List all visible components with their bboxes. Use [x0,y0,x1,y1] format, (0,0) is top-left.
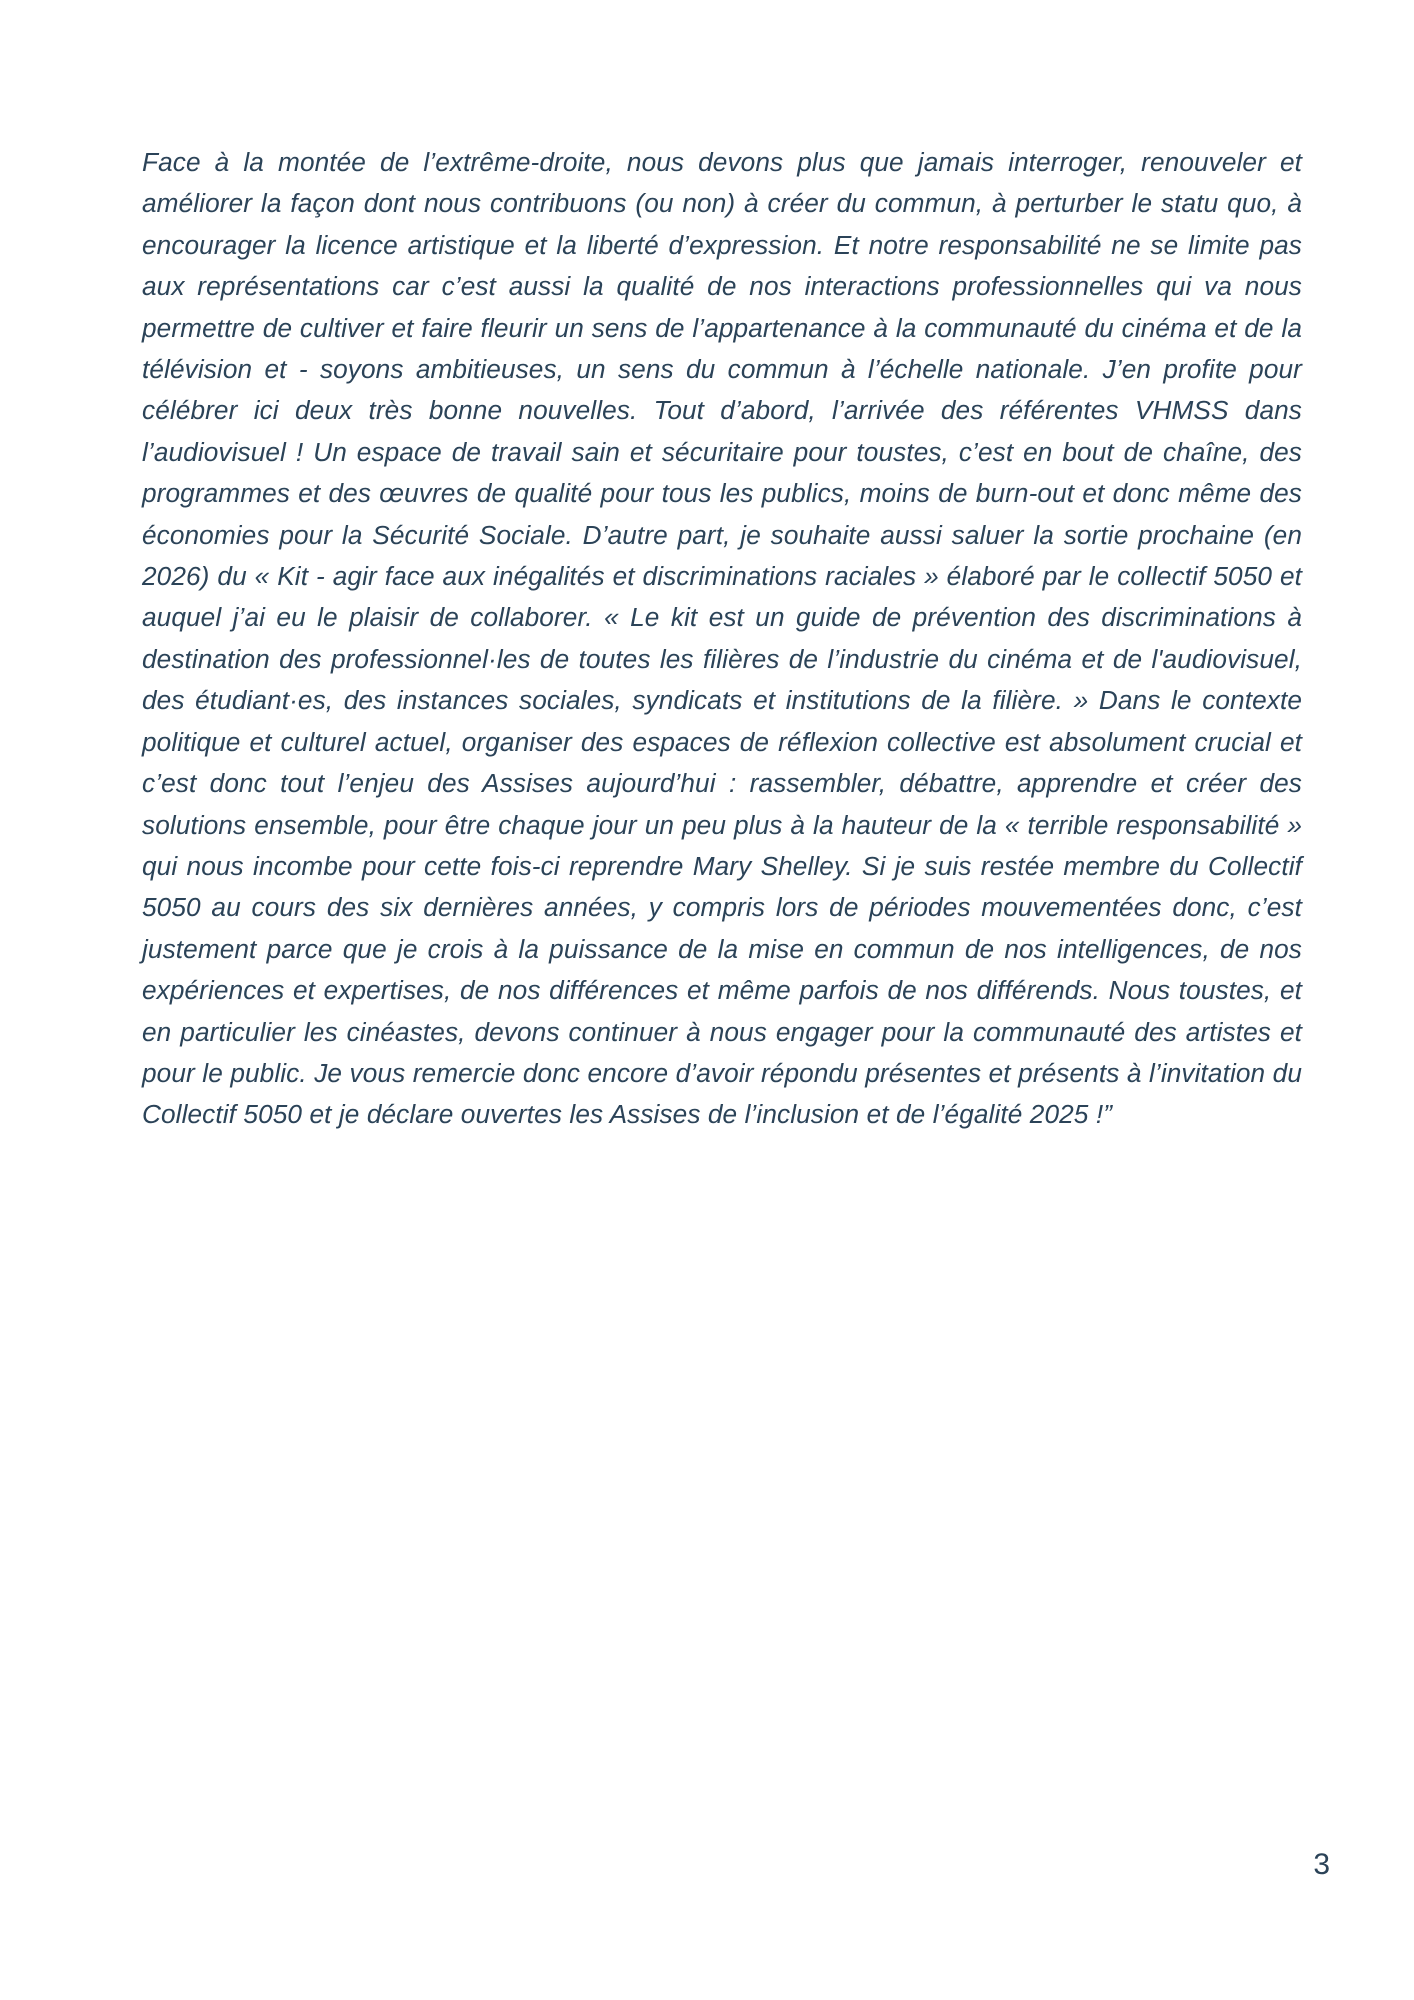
page-number: 3 [1313,1848,1330,1881]
body-paragraph: Face à la montée de l’extrême-droite, nous devons plus que jamais interroger, renouveler et améliorer la façon dont nous contribuons (ou non) à créer du commun, à perturber le statu quo, à encourager la licence artistique et la liberté d’expression. Et notre responsabilité ne se limite pas aux représentations car c’est aussi la qualité de nos interactions professionnelles qui va nous permettre de cultiver et faire fleurir un sens de l’appartenance à la communauté du cinéma et de la télévision et - soyons ambitieuses, un sens du commun à l’échelle nationale. J’en profite pour célébrer ici deux très bonne nouvelles. Tout d’abord, l’arrivée des référentes VHMSS dans l’audiovisuel ! Un espace de travail sain et sécuritaire pour toustes, c’est en bout de chaîne, des programmes et des œuvres de qualité pour tous les publics, moins de burn-out et donc même des économies pour la Sécurité Sociale. D’autre part, je souhaite aussi saluer la sortie prochaine (en 2026) du « Kit - agir face aux inégalités et discriminations raciales » élaboré par le collectif 5050 et auquel j’ai eu le plaisir de collaborer. « Le kit est un guide de prévention des discriminations à destination des professionnel·les de toutes les filières de l’industrie du cinéma et de l'audiovisuel, des étudiant·es, des instances sociales, syndicats et institutions de la filière. » Dans le contexte politique et culturel actuel, organiser des espaces de réflexion collective est absolument crucial et c’est donc tout l’enjeu des Assises aujourd’hui : rassembler, débattre, apprendre et créer des solutions ensemble, pour être chaque jour un peu plus à la hauteur de la « terrible responsabilité » qui nous incombe pour cette fois-ci reprendre Mary Shelley. Si je suis restée membre du Collectif 5050 au cours des six dernières années, y compris lors de périodes mouvementées donc, c’est justement parce que je crois à la puissance de la mise en commun de nos intelligences, de nos expériences et expertises, de nos différences et même parfois de nos différends. Nous toustes, et en particulier les cinéastes, devons continuer à nous engager pour la communauté des artistes et pour le public. Je vous remercie donc encore d’avoir répondu présentes et présents à l’invitation du Collectif 5050 et je déclare ouvertes les Assises de l’inclusion et de l’égalité 2025 !” [142,147,1302,1130]
